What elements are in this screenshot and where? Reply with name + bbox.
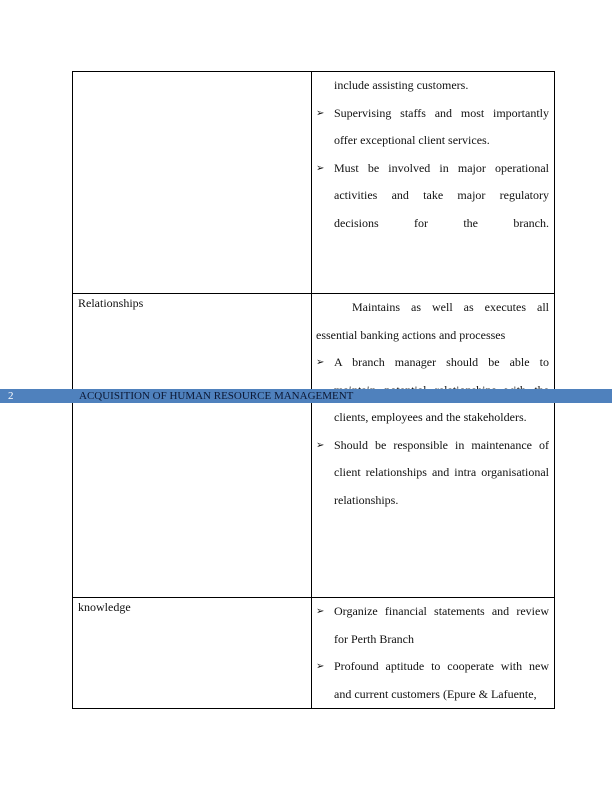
arrow-bullet-icon: ➢ xyxy=(316,661,325,672)
row-content-cell xyxy=(312,294,555,598)
arrow-bullet-icon: ➢ xyxy=(316,357,325,368)
bullet-item xyxy=(316,653,549,708)
bullet-text: Should be responsible in maintenance of client relationships and intra organisational relationships. xyxy=(334,437,549,507)
row-label-cell xyxy=(73,72,312,294)
bullet-text: A branch manager should be able to clients, employees and the stakeholders. xyxy=(334,355,549,424)
running-header xyxy=(0,389,612,403)
row-label: knowledge xyxy=(78,600,131,614)
row-label-cell xyxy=(73,598,312,709)
row-label-cell xyxy=(73,294,312,598)
bullet-text: Supervising staffs and most importantly offer exceptional client services. xyxy=(334,105,549,147)
bullet-item xyxy=(316,432,549,515)
table-row xyxy=(73,72,555,294)
bullet-item xyxy=(316,100,549,155)
page-number: 2 xyxy=(8,390,14,402)
bullet-text: Organize financial statements and review for Perth Branch xyxy=(334,604,549,646)
continued-text: include assisting customers. xyxy=(334,78,469,92)
arrow-bullet-icon: ➢ xyxy=(316,606,325,617)
row-label: Relationships xyxy=(78,296,144,310)
bullet-text: Must be involved in major operational activities and take major regulatory decisions for the branch. xyxy=(334,160,549,230)
bullet-item xyxy=(316,598,549,653)
arrow-bullet-icon: ➢ xyxy=(316,439,325,451)
cell-paragraph: Maintains as well as executes all essential banking actions and processes xyxy=(316,300,549,342)
table-row xyxy=(73,598,555,709)
arrow-bullet-icon: ➢ xyxy=(316,107,325,119)
row-content-cell xyxy=(312,72,555,294)
table-row xyxy=(73,294,555,598)
row-content-cell xyxy=(312,598,555,709)
bullet-item xyxy=(316,155,549,238)
running-header-title: ACQUISITION OF HUMAN RESOURCE MANAGEMENT xyxy=(79,390,354,402)
bullet-text: Profound aptitude to cooperate with new and current customers (Epure & Lafuente, xyxy=(334,659,549,701)
arrow-bullet-icon: ➢ xyxy=(316,162,325,174)
